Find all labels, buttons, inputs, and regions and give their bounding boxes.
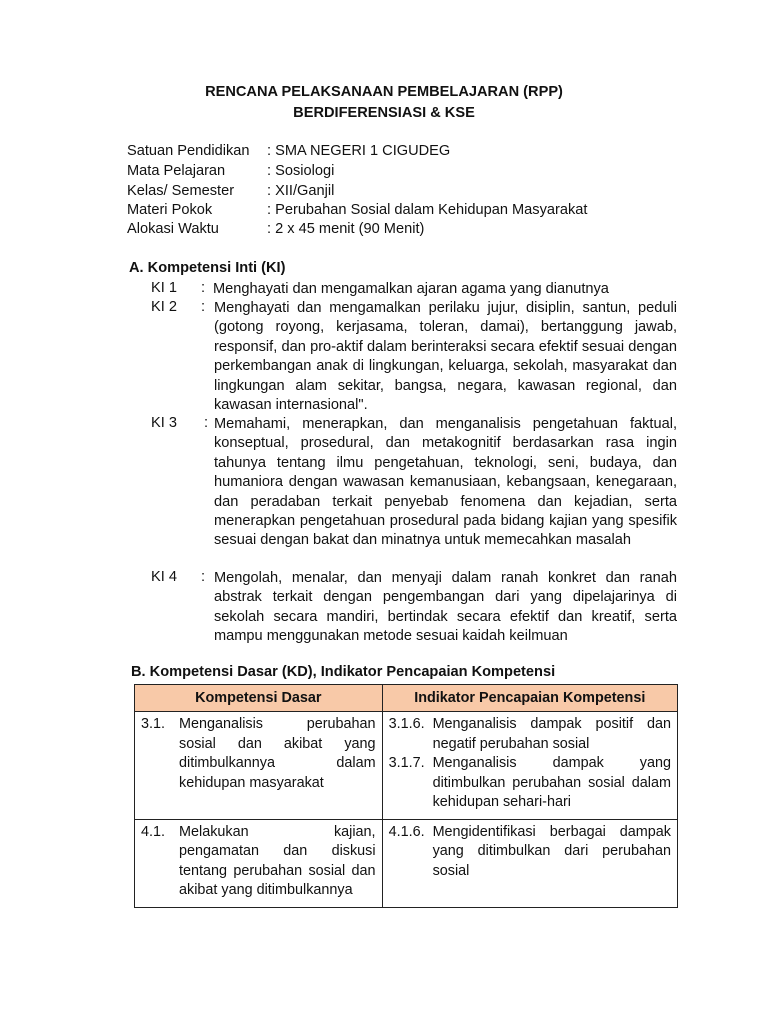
kd-text: Melakukan kajian, pengamatan dan diskusi tentang perubahan sosial dan akibat yang ditimbulkannya [179, 823, 376, 898]
ipk-number: 4.1.6. [388, 823, 425, 840]
kd-number: 4.1. [141, 823, 166, 840]
ki-item-2: KI 2 : Menghayati dan mengamalkan perilaku jujur, disiplin, santun, peduli (gotong royong, kerjasama, toleran, damai), bertanggung jawab, responsif, dan pro-aktif dalam berinteraksi secara efektif sesuai dengan perkembangan anak di lingkungan, keluarga, sekolah, masyarakat dan lingkungan alam sekitar, bangsa, negara, kawasan regional, dan kawasan internasional". [151, 299, 677, 415]
col-header-kd: Kompetensi Dasar [135, 685, 383, 712]
kd-ipk-table [134, 684, 678, 908]
info-value: : Sosiologi [267, 163, 335, 179]
ipk-number: 3.1.6. [388, 716, 425, 732]
info-label: Satuan Pendidikan [127, 143, 250, 159]
ki-label: KI 2 [151, 299, 177, 315]
section-a-heading: A. Kompetensi Inti (KI) [129, 260, 286, 276]
kd-text: Menganalisis perubahan sosial dan akibat yang ditimbulkannya dalam kehidupan masyarakat [179, 716, 376, 791]
table-row [135, 712, 678, 820]
document-title-line1: RENCANA PELAKSANAAN PEMBELAJARAN (RPP) [205, 84, 563, 100]
ki-item-4: KI 4 : Mengolah, menalar, dan menyaji dalam ranah konkret dan ranah abstrak terkait dengan pengembangan dari yang dipelajarinya di sekolah secara mandiri, bertindak secara efektif dan kreatif, serta mampu menggunakan metode sesuai kaidah keilmuan [151, 569, 677, 647]
kd-number: 3.1. [141, 716, 166, 732]
table-header-row [135, 685, 678, 712]
kd-cell [135, 712, 383, 820]
ipk-cell [382, 819, 677, 907]
info-value: : SMA NEGERI 1 CIGUDEG [267, 143, 451, 159]
ki-text: Menghayati dan mengamalkan perilaku jujur, disiplin, santun, peduli (gotong royong, kerjasama, toleran, damai), bertanggung jawab, responsif, dan pro-aktif dalam berinteraksi secara efektif sesuai dengan perkembangan anak di lingkungan, keluarga, sekolah, masyarakat dan lingkungan alam sekitar, bangsa, negara, kawasan regional, dan kawasan internasional". [214, 300, 677, 414]
ki-label: KI 4 [151, 569, 177, 585]
info-label: Kelas/ Semester [127, 183, 235, 199]
ki-label: KI 3 [151, 415, 177, 431]
table-row [135, 819, 678, 907]
ipk-text: Menganalisis dampak yang ditimbulkan perubahan sosial dalam kehidupan sehari-hari [432, 755, 671, 810]
ipk-text: Menganalisis dampak positif dan negatif perubahan sosial [432, 716, 671, 752]
col-header-ipk: Indikator Pencapaian Kompetensi [382, 685, 677, 712]
ki-text: Memahami, menerapkan, dan menganalisis pengetahuan faktual, konseptual, prosedural, dan metakognitif berdasarkan rasa ingin tahunya tentang ilmu pengetahuan, teknologi, seni, budaya, dan humaniora dengan wawasan kemanusiaan, kebangsaan, kenegaraan, dan peradaban terkait penyebab fenomena dan kejadian, serta menerapkan pengetahuan prosedural pada bidang kajian yang spesifik sesuai dengan bakat dan minatnya untuk memecahkan masalah [214, 416, 677, 549]
info-value: : XII/Ganjil [267, 183, 335, 199]
ipk-cell [382, 712, 677, 820]
ipk-text: Mengidentifikasi berbagai dampak yang ditimbulkan dari perubahan sosial [432, 823, 671, 879]
document-title-line2: BERDIFERENSIASI & KSE [293, 105, 475, 121]
ki-item-1: KI 1 : Menghayati dan mengamalkan ajaran agama yang dianutnya [151, 280, 677, 299]
ipk-number: 3.1.7. [388, 755, 425, 771]
info-value: : Perubahan Sosial dalam Kehidupan Masyarakat [267, 202, 588, 218]
info-label: Materi Pokok [127, 202, 213, 218]
section-b-heading: B. Kompetensi Dasar (KD), Indikator Pencapaian Kompetensi [131, 664, 556, 680]
info-value: : 2 x 45 menit (90 Menit) [267, 221, 425, 237]
kd-cell [135, 819, 383, 907]
ki-label: KI 1 [151, 280, 177, 296]
info-label: Mata Pelajaran [127, 163, 226, 179]
ki-item-3: KI 3 : Memahami, menerapkan, dan menganalisis pengetahuan faktual, konseptual, prosedural, dan metakognitif berdasarkan rasa ingin tahunya tentang ilmu pengetahuan, teknologi, seni, budaya, dan humaniora dengan wawasan kemanusiaan, kebangsaan, kenegaraan, dan peradaban terkait penyebab fenomena dan kejadian, serta menerapkan pengetahuan prosedural pada bidang kajian yang spesifik sesuai dengan bakat dan minatnya untuk memecahkan masalah [151, 415, 677, 551]
info-label: Alokasi Waktu [127, 221, 219, 237]
ki-text: Mengolah, menalar, dan menyaji dalam ranah konkret dan ranah abstrak terkait dengan pengembangan dari yang dipelajarinya di sekolah secara mandiri, bertindak secara efektif dan kreatif, serta mampu menggunakan metode sesuai kaidah keilmuan [214, 570, 677, 645]
ki-text: Menghayati dan mengamalkan ajaran agama yang dianutnya [213, 281, 609, 297]
